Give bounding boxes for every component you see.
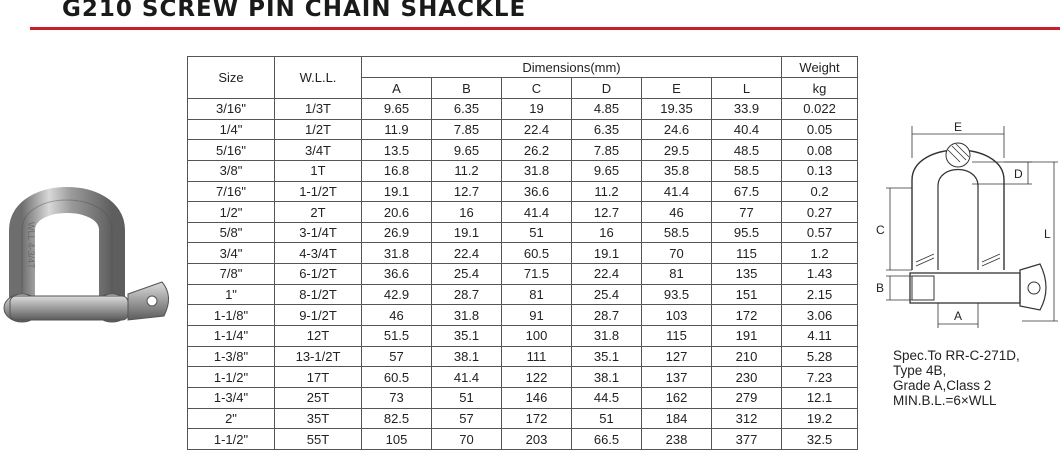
cell-wll: 3-1/4T	[275, 222, 362, 243]
table-row	[188, 160, 858, 181]
cell-size: 1"	[188, 284, 275, 305]
cell-size: 1-3/8"	[188, 346, 275, 367]
cell-dim-d: 51	[572, 408, 642, 429]
cell-dim-e: 46	[642, 202, 712, 223]
spec-note-line: Grade A,Class 2	[893, 378, 992, 393]
cell-dim-l: 67.5	[712, 181, 782, 202]
cell-dim-e: 162	[642, 387, 712, 408]
cell-dim-l: 95.5	[712, 222, 782, 243]
cell-dim-c: 172	[502, 408, 572, 429]
cell-dim-b: 35.1	[432, 326, 502, 347]
cell-dim-c: 111	[502, 346, 572, 367]
cell-weight: 0.27	[782, 202, 858, 223]
cell-dim-a: 82.5	[362, 408, 432, 429]
cell-dim-d: 66.5	[572, 429, 642, 450]
diagram-label-l: L	[1044, 227, 1051, 241]
diagram-label-d: D	[1014, 167, 1023, 181]
cell-dim-e: 19.35	[642, 99, 712, 120]
header-dim-e: E	[642, 78, 712, 99]
cell-dim-d: 4.85	[572, 99, 642, 120]
cell-dim-b: 70	[432, 429, 502, 450]
cell-dim-l: 115	[712, 243, 782, 264]
diagram-label-a: A	[954, 309, 963, 323]
cell-wll: 17T	[275, 367, 362, 388]
cell-wll: 4-3/4T	[275, 243, 362, 264]
cell-dim-d: 7.85	[572, 140, 642, 161]
table-row	[188, 181, 858, 202]
cell-weight: 19.2	[782, 408, 858, 429]
cell-weight: 7.23	[782, 367, 858, 388]
cell-dim-c: 31.8	[502, 160, 572, 181]
cell-dim-b: 28.7	[432, 284, 502, 305]
cell-dim-a: 9.65	[362, 99, 432, 120]
cell-dim-c: 203	[502, 429, 572, 450]
cell-dim-b: 31.8	[432, 305, 502, 326]
shackle-photo	[2, 170, 180, 360]
cell-dim-d: 31.8	[572, 326, 642, 347]
cell-dim-c: 41.4	[502, 202, 572, 223]
header-dim-b: B	[432, 78, 502, 99]
cell-size: 1-1/2"	[188, 429, 275, 450]
cell-weight: 0.022	[782, 99, 858, 120]
cell-wll: 1/3T	[275, 99, 362, 120]
header-dimensions: Dimensions(mm)	[362, 57, 782, 78]
cell-dim-a: 19.1	[362, 181, 432, 202]
table-row	[188, 140, 858, 161]
cell-dim-c: 81	[502, 284, 572, 305]
cell-dim-d: 28.7	[572, 305, 642, 326]
cell-dim-l: 230	[712, 367, 782, 388]
cell-dim-a: 42.9	[362, 284, 432, 305]
cell-dim-l: 172	[712, 305, 782, 326]
cell-dim-b: 51	[432, 387, 502, 408]
cell-dim-c: 146	[502, 387, 572, 408]
cell-size: 1/2"	[188, 202, 275, 223]
cell-dim-l: 77	[712, 202, 782, 223]
cell-dim-a: 60.5	[362, 367, 432, 388]
cell-size: 3/16"	[188, 99, 275, 120]
cell-weight: 0.57	[782, 222, 858, 243]
cell-dim-b: 19.1	[432, 222, 502, 243]
cell-dim-a: 13.5	[362, 140, 432, 161]
cell-wll: 1-1/2T	[275, 181, 362, 202]
cell-dim-e: 238	[642, 429, 712, 450]
cell-dim-c: 60.5	[502, 243, 572, 264]
cell-dim-d: 9.65	[572, 160, 642, 181]
table-row	[188, 202, 858, 223]
cell-dim-a: 73	[362, 387, 432, 408]
cell-weight: 0.13	[782, 160, 858, 181]
cell-weight: 1.2	[782, 243, 858, 264]
cell-weight: 12.1	[782, 387, 858, 408]
table-row	[188, 346, 858, 367]
cell-dim-d: 25.4	[572, 284, 642, 305]
cell-wll: 12T	[275, 326, 362, 347]
header-dim-c: C	[502, 78, 572, 99]
cell-dim-e: 127	[642, 346, 712, 367]
cell-dim-e: 70	[642, 243, 712, 264]
cell-wll: 1T	[275, 160, 362, 181]
cell-dim-b: 12.7	[432, 181, 502, 202]
dimension-diagram	[872, 118, 1060, 332]
cell-dim-c: 22.4	[502, 119, 572, 140]
table-body	[188, 99, 858, 450]
diagram-label-b: B	[876, 281, 885, 295]
cell-dim-l: 58.5	[712, 160, 782, 181]
table-row	[188, 119, 858, 140]
spec-note-line: MIN.B.L.=6×WLL	[893, 393, 997, 408]
cell-dim-c: 122	[502, 367, 572, 388]
cell-dim-e: 58.5	[642, 222, 712, 243]
cell-dim-e: 24.6	[642, 119, 712, 140]
cell-dim-e: 81	[642, 264, 712, 285]
cell-dim-d: 22.4	[572, 264, 642, 285]
cell-size: 1-3/4"	[188, 387, 275, 408]
header-dim-l: L	[712, 78, 782, 99]
cell-size: 1-1/2"	[188, 367, 275, 388]
cell-weight: 32.5	[782, 429, 858, 450]
cell-wll: 1/2T	[275, 119, 362, 140]
cell-dim-b: 41.4	[432, 367, 502, 388]
header-dim-a: A	[362, 78, 432, 99]
cell-dim-e: 115	[642, 326, 712, 347]
title-underline	[30, 27, 1060, 30]
cell-weight: 0.05	[782, 119, 858, 140]
cell-dim-c: 36.6	[502, 181, 572, 202]
table-row	[188, 99, 858, 120]
cell-wll: 9-1/2T	[275, 305, 362, 326]
header-wll: W.L.L.	[275, 57, 362, 99]
page-title: G210 SCREW PIN CHAIN SHACKLE	[62, 0, 527, 22]
spec-notes	[893, 348, 1020, 408]
table-row	[188, 222, 858, 243]
cell-dim-c: 100	[502, 326, 572, 347]
header-size: Size	[188, 57, 275, 99]
cell-weight: 5.28	[782, 346, 858, 367]
cell-dim-a: 20.6	[362, 202, 432, 223]
cell-dim-a: 105	[362, 429, 432, 450]
cell-dim-b: 22.4	[432, 243, 502, 264]
cell-size: 3/4"	[188, 243, 275, 264]
cell-dim-a: 11.9	[362, 119, 432, 140]
cell-dim-d: 38.1	[572, 367, 642, 388]
cell-dim-b: 38.1	[432, 346, 502, 367]
cell-dim-d: 44.5	[572, 387, 642, 408]
cell-dim-l: 312	[712, 408, 782, 429]
cell-dim-e: 41.4	[642, 181, 712, 202]
cell-size: 2"	[188, 408, 275, 429]
cell-weight: 0.08	[782, 140, 858, 161]
cell-dim-b: 16	[432, 202, 502, 223]
spec-note-line: Type 4B,	[893, 363, 947, 378]
cell-dim-b: 57	[432, 408, 502, 429]
cell-dim-b: 6.35	[432, 99, 502, 120]
cell-dim-c: 71.5	[502, 264, 572, 285]
table-row	[188, 387, 858, 408]
cell-dim-a: 26.9	[362, 222, 432, 243]
cell-dim-b: 9.65	[432, 140, 502, 161]
table-row	[188, 243, 858, 264]
spec-note-line: Spec.To RR-C-271D,	[893, 348, 1020, 363]
table-row	[188, 305, 858, 326]
cell-dim-d: 35.1	[572, 346, 642, 367]
cell-dim-e: 93.5	[642, 284, 712, 305]
diagram-label-c: C	[876, 223, 885, 237]
cell-dim-e: 184	[642, 408, 712, 429]
cell-size: 1/4"	[188, 119, 275, 140]
cell-size: 1-1/8"	[188, 305, 275, 326]
cell-dim-e: 137	[642, 367, 712, 388]
cell-wll: 55T	[275, 429, 362, 450]
cell-size: 7/8"	[188, 264, 275, 285]
cell-dim-a: 57	[362, 346, 432, 367]
cell-size: 7/16"	[188, 181, 275, 202]
cell-dim-d: 19.1	[572, 243, 642, 264]
header-weight-unit: kg	[782, 78, 858, 99]
cell-weight: 2.15	[782, 284, 858, 305]
cell-wll: 6-1/2T	[275, 264, 362, 285]
cell-dim-d: 11.2	[572, 181, 642, 202]
cell-weight: 3.06	[782, 305, 858, 326]
cell-dim-l: 151	[712, 284, 782, 305]
table-row	[188, 326, 858, 347]
cell-weight: 0.2	[782, 181, 858, 202]
cell-wll: 2T	[275, 202, 362, 223]
cell-dim-a: 16.8	[362, 160, 432, 181]
table-row	[188, 429, 858, 450]
cell-size: 1-1/4"	[188, 326, 275, 347]
cell-dim-b: 11.2	[432, 160, 502, 181]
cell-dim-l: 377	[712, 429, 782, 450]
cell-wll: 8-1/2T	[275, 284, 362, 305]
cell-wll: 25T	[275, 387, 362, 408]
cell-dim-a: 46	[362, 305, 432, 326]
cell-dim-e: 35.8	[642, 160, 712, 181]
cell-dim-l: 48.5	[712, 140, 782, 161]
header-dim-d: D	[572, 78, 642, 99]
cell-dim-e: 29.5	[642, 140, 712, 161]
cell-wll: 3/4T	[275, 140, 362, 161]
cell-weight: 4.11	[782, 326, 858, 347]
cell-dim-b: 25.4	[432, 264, 502, 285]
cell-dim-c: 26.2	[502, 140, 572, 161]
shackle-stamp-text: WLL 4-3/4T	[26, 222, 36, 269]
cell-dim-d: 16	[572, 222, 642, 243]
cell-dim-l: 135	[712, 264, 782, 285]
cell-dim-e: 103	[642, 305, 712, 326]
cell-dim-c: 51	[502, 222, 572, 243]
cell-dim-b: 7.85	[432, 119, 502, 140]
cell-dim-d: 12.7	[572, 202, 642, 223]
cell-dim-a: 51.5	[362, 326, 432, 347]
diagram-label-e: E	[954, 120, 963, 134]
cell-dim-l: 40.4	[712, 119, 782, 140]
header-weight: Weight	[782, 57, 858, 78]
cell-size: 5/8"	[188, 222, 275, 243]
cell-dim-l: 191	[712, 326, 782, 347]
cell-dim-c: 19	[502, 99, 572, 120]
cell-dim-l: 33.9	[712, 99, 782, 120]
cell-size: 5/16"	[188, 140, 275, 161]
cell-dim-a: 31.8	[362, 243, 432, 264]
cell-dim-a: 36.6	[362, 264, 432, 285]
table-row	[188, 264, 858, 285]
spec-table	[187, 56, 858, 450]
cell-dim-l: 279	[712, 387, 782, 408]
table-row	[188, 284, 858, 305]
cell-dim-l: 210	[712, 346, 782, 367]
cell-wll: 13-1/2T	[275, 346, 362, 367]
cell-dim-d: 6.35	[572, 119, 642, 140]
cell-wll: 35T	[275, 408, 362, 429]
table-row	[188, 367, 858, 388]
cell-size: 3/8"	[188, 160, 275, 181]
cell-dim-c: 91	[502, 305, 572, 326]
table-row	[188, 408, 858, 429]
cell-weight: 1.43	[782, 264, 858, 285]
